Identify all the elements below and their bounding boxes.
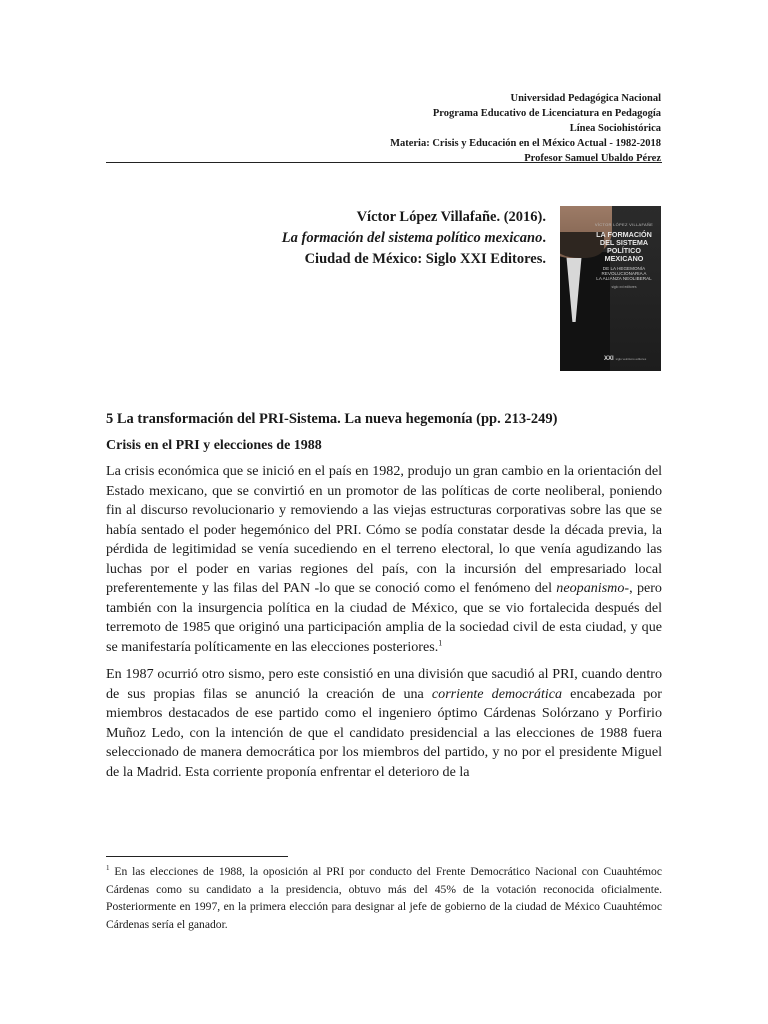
header-university: Universidad Pedagógica Nacional (510, 93, 661, 104)
cover-title-line: POLÍTICO (607, 246, 641, 255)
header-program: Programa Educativo de Licenciatura en Pedagogía (432, 108, 661, 119)
citation-title-line (126, 228, 546, 249)
citation-author: Víctor López Villafañe. (2016). (356, 209, 546, 225)
emphasis-corriente-democratica: corriente democrática (431, 685, 563, 702)
paragraph-text: La crisis económica que se inició en el país en 1982, produjo un gran cambio en la orientación del Estado mexicano, que se convirtió en un promotor de las políticas de corte neoliberal, poniendo fin al discurso revolucionario y removiendo a las viejas estructuras corporativas sobre las que se había sentado el poder hegemónico del PRI. Cómo se podía constatar desde la década previa, la pérdida de legitimidad se venía sucediendo en el terreno electoral, lo que venía agudizando las luchas por el poder en varias regiones del país, con la incursión del empresariado local preferentemente y las filas del PAN -lo que se conoció como el fenómeno del (106, 463, 662, 596)
paragraph-2 (106, 665, 662, 782)
cover-text (590, 222, 658, 289)
cover-subtitle-line: LA ALIANZA NEOLIBERAL (596, 276, 652, 281)
cover-title-line: DEL SISTEMA (599, 238, 649, 247)
cover-tagline: siglo xxi editores (611, 285, 637, 289)
header-line: Línea Sociohistórica (569, 123, 661, 134)
cover-subtitle-line: DE LA HEGEMONÍA (602, 266, 646, 271)
header-subject: Materia: Crisis y Educación en el México Actual - 1982-2018 (390, 138, 661, 149)
paragraph-text: encabezada por miembros destacados de ese partido como el ingeniero óptimo Cárdenas Solórzano y Porfirio Muñoz Ledo, con la intención de que el candidato presidencial a las elecciones de 1988 fuera seleccionado de manera democrática por los miembros del partido, y no por el presidente Miguel de la Madrid. Esta corriente proponía enfrentar el deterioro de la (106, 685, 662, 780)
cover-author: VÍCTOR LÓPEZ VILLAFAÑE (594, 222, 654, 227)
footnote-reference[interactable]: 1 (438, 637, 443, 647)
paragraph-text: -, pero también con la insurgencia política en la ciudad de México, que se vio fortalecida después del terremoto de 1985 que originó una participación amplia de la sociedad civil de esta ciudad, y que se manifestaría políticamente en las elecciones posteriores. (106, 580, 662, 655)
header-divider (106, 162, 662, 163)
publisher-logo-text: siglo veintiuno editores (615, 357, 647, 361)
citation-title: La formación del sistema político mexicano (281, 230, 543, 246)
cover-title-line: LA FORMACIÓN (596, 230, 652, 239)
paragraph-text: En 1987 ocurrió otro sismo, pero este consistió en una división que sacudió al PRI, cuando dentro de sus propias filas se anunció la creación de una (106, 666, 662, 702)
citation-title-suffix: . (542, 230, 546, 246)
footnote-text: En las elecciones de 1988, la oposición al PRI por conducto del Frente Democrático Nacional con Cuauhtémoc Cárdenas como su candidato a la presidencia, obtuvo más del 45% de la votación reconocida oficialmente. Posteriormente en 1997, en la primera elección para designar al jefe de gobierno de la ciudad de México Cuauhtémoc Cárdenas sería el ganador. (106, 865, 662, 931)
book-cover-image (560, 206, 661, 371)
cover-title (590, 231, 658, 263)
publisher-logo (604, 356, 646, 362)
document-header (241, 91, 661, 166)
cover-subtitle (590, 266, 658, 281)
footnote-mark: 1 (106, 864, 110, 873)
header-professor: Profesor Samuel Ubaldo Pérez (524, 153, 661, 164)
body-text (106, 462, 662, 790)
footnote-divider (106, 856, 288, 857)
emphasis-neopanismo: neopanismo (556, 580, 625, 596)
cover-title-line: MEXICANO (604, 254, 644, 263)
publisher-logo-mark: XXI (604, 356, 614, 362)
paragraph-1 (106, 462, 662, 657)
cover-subtitle-line: REVOLUCIONARIA A (601, 271, 647, 276)
section-title: 5 La transformación del PRI-Sistema. La nueva hegemonía (pp. 213-249) (106, 411, 558, 427)
citation-publisher: Ciudad de México: Siglo XXI Editores. (304, 251, 546, 267)
footnote (106, 863, 662, 933)
subsection-title: Crisis en el PRI y elecciones de 1988 (106, 438, 322, 453)
bibliographic-citation (126, 207, 546, 270)
